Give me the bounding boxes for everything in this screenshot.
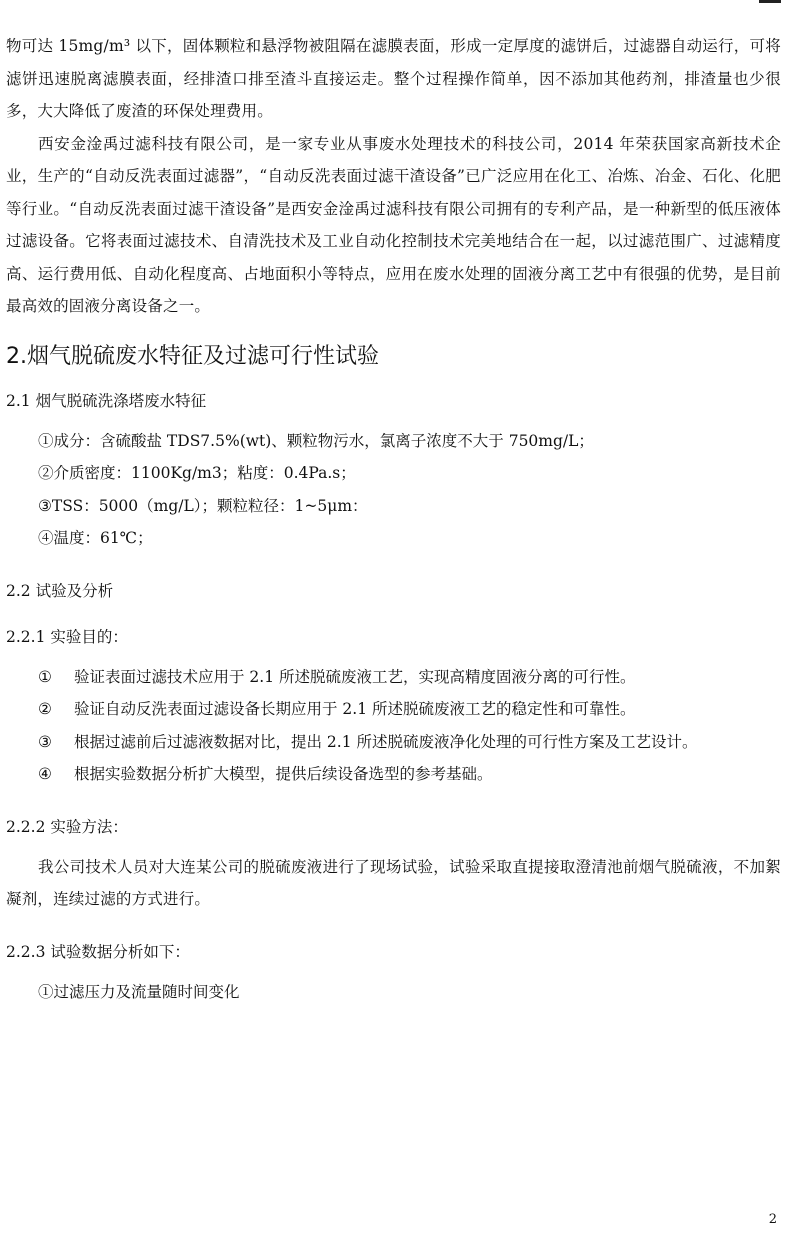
list-item <box>6 726 781 759</box>
page-number: 2 <box>768 1212 777 1227</box>
section-2-2-heading: 2.2 试验及分析 <box>6 581 114 600</box>
item-number: ① <box>38 667 52 686</box>
section-2-1-heading: 2.1 烟气脱硫洗涤塔废水特征 <box>6 391 207 410</box>
document-page <box>6 30 781 1008</box>
list-item <box>6 661 781 694</box>
list-item: ③TSS：5000（mg/L）；颗粒粒径：1~5μm： <box>38 496 368 515</box>
item-text: 验证表面过滤技术应用于 2.1 所述脱硫废液工艺，实现高精度固液分离的可行性。 <box>74 667 636 686</box>
item-number: ③ <box>38 732 52 751</box>
list-item: ①成分：含硫酸盐 TDS7.5%(wt)、颗粒物污水，氯离子浓度不大于 750mg/L； <box>38 431 594 450</box>
section-2-2-3-heading: 2.2.3 试验数据分析如下： <box>6 942 190 961</box>
list-item <box>6 693 781 726</box>
list-item: ②介质密度：1100Kg/m3；粘度：0.4Pa.s； <box>38 464 356 482</box>
paragraph-method: 我公司技术人员对大连某公司的脱硫废液进行了现场试验，试验采取直提接取澄清池前烟气脱硫液，不加絮凝剂，连续过滤的方式进行。 <box>6 857 781 908</box>
section-2-2-1-heading: 2.2.1 实验目的： <box>6 627 128 646</box>
item-text: 根据过滤前后过滤液数据对比，提出 2.1 所述脱硫废液净化处理的可行性方案及工艺设计。 <box>74 732 698 751</box>
paragraph-continued: 物可达 15mg/m³ 以下，固体颗粒和悬浮物被阻隔在滤膜表面，形成一定厚度的滤饼后，过滤器自动运行，可将滤饼迅速脱离滤膜表面，经排渣口排至渣斗直接运走。整个过程操作简单，因不添加其他药剂，排渣量也少很多，大大降低了废渣的环保处理费用。 <box>6 37 781 120</box>
top-edge-mark <box>759 0 781 3</box>
list-item <box>6 758 781 791</box>
paragraph-company-intro: 西安金淦禹过滤科技有限公司，是一家专业从事废水处理技术的科技公司，2014 年荣获国家高新技术企业，生产的“自动反洗表面过滤器”，“自动反洗表面过滤干渣设备”已广泛应用在化工、冶炼、冶金、石化、化肥等行业。“自动反洗表面过滤干渣设备”是西安金淦禹过滤科技有限公司拥有的专利产品，是一种新型的低压液体过滤设备。它将表面过滤技术、自清洗技术及工业自动化控制技术完美地结合在一起，以过滤范围广、过滤精度高、运行费用低、自动化程度高、占地面积小等特点，应用在废水处理的固液分离工艺中有很强的优势，是目前最高效的固液分离设备之一。 <box>6 134 781 315</box>
item-text: 验证自动反洗表面过滤设备长期应用于 2.1 所述脱硫废液工艺的稳定性和可靠性。 <box>74 700 636 718</box>
item-number: ② <box>38 700 52 718</box>
section-2-heading: 2.烟气脱硫废水特征及过滤可行性试验 <box>6 343 379 369</box>
item-text: 根据实验数据分析扩大模型，提供后续设备选型的参考基础。 <box>74 765 493 783</box>
section-2-2-2-heading: 2.2.2 实验方法： <box>6 817 128 836</box>
list-item: ④温度：61℃； <box>38 529 153 547</box>
item-number: ④ <box>38 765 52 783</box>
list-item: ①过滤压力及流量随时间变化 <box>38 982 240 1001</box>
